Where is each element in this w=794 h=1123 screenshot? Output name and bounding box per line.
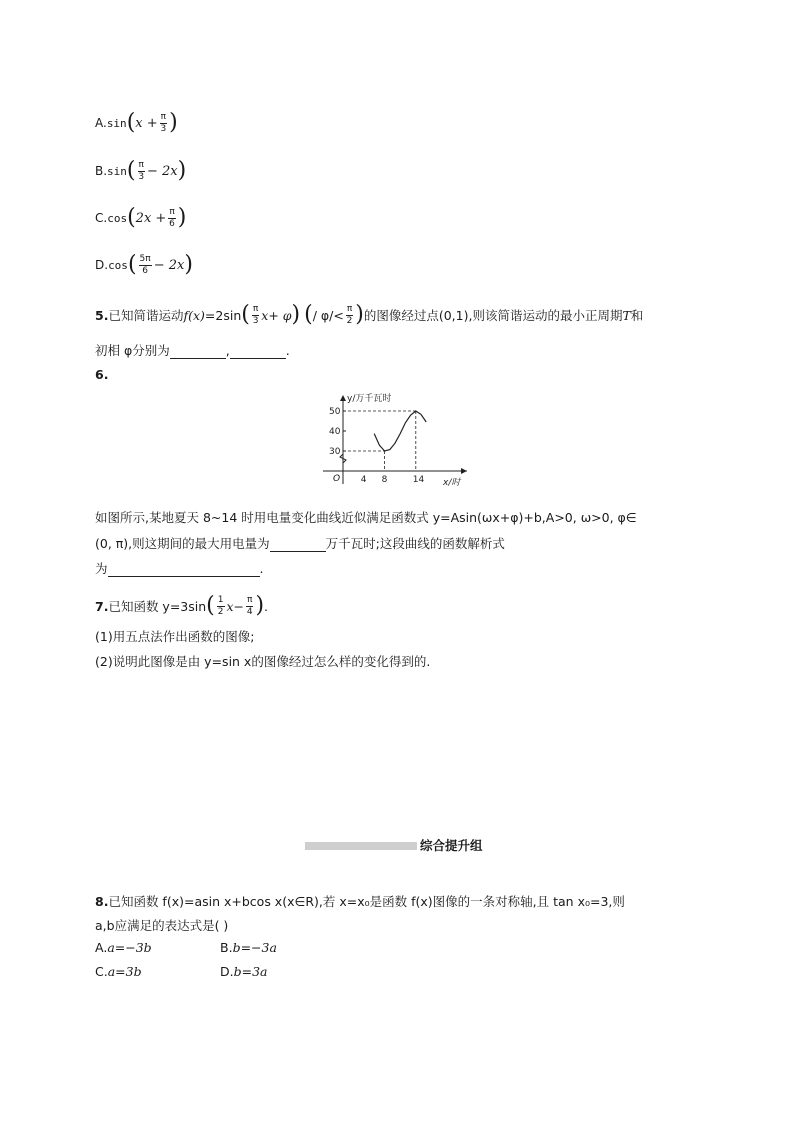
series-line <box>374 411 426 451</box>
option-d: D. cos ( $\frac{5\pi}{6}$ − 2x ) <box>95 252 193 277</box>
x-tick-label: 4 <box>360 475 367 485</box>
question-7-part2: (2)说明此图像是由 y=sin x的图像经过怎么样的变化得到的. <box>95 654 431 669</box>
question-6-line2: (0, π),则这期间的最大用电量为 万千瓦时;这段曲线的函数解析式 <box>95 536 505 551</box>
question-8-line1: 8.已知函数 f(x)=asin x+bcos x(x∈R),若 x=x₀是函数 f(x)图像的一条对称轴,且 tan x₀=3,则 <box>95 894 625 909</box>
question-8-option-a: A.a=−3b <box>95 940 152 955</box>
y-axis-arrow <box>340 395 346 401</box>
y-axis-label: y/万千瓦时 <box>347 394 392 404</box>
x-axis-arrow <box>461 468 467 474</box>
x-tick-label: 8 <box>381 475 388 485</box>
y-tick-label: 50 <box>329 407 341 417</box>
option-b: B. sin ( $\frac{\pi}{3}$ − 2x ) <box>95 158 187 183</box>
y-tick-label: 40 <box>329 427 341 437</box>
question-5-line2: 初相 φ分别为 , . <box>95 343 290 358</box>
option-c: C. cos ( 2x + $\frac{\pi}{6}$ ) <box>95 205 187 230</box>
origin-label: O <box>333 474 341 484</box>
question-8-option-d: D.b=3a <box>220 964 268 979</box>
x-axis-label: x/时 <box>443 478 461 488</box>
y-tick-label: 30 <box>329 447 341 457</box>
section-title: 综合提升组 <box>420 838 483 853</box>
question-8-option-b: B.b=−3a <box>220 940 277 955</box>
question-6-number: 6. <box>95 367 109 382</box>
question-7-part1: (1)用五点法作出函数的图像; <box>95 629 255 644</box>
section-bar <box>305 842 417 850</box>
question-6-line1: 如图所示,某地夏天 8~14 时用电量变化曲线近似满足函数式 y=Asin(ωx+φ)+b,A>0, ω>0, φ∈ <box>95 510 637 525</box>
question-7: 7. 已知函数 y=3sin ( $\frac{1}{2}$ x− $\frac{\pi}{4}$ ) . <box>95 593 269 618</box>
question-6-line3: 为 . <box>95 561 264 576</box>
question-8-option-c: C.a=3b <box>95 964 142 979</box>
option-a: A. sin ( x + $\frac{\pi}{3}$ ) <box>95 110 178 135</box>
question-5: 5. 已知简谐运动 f(x) =2sin ( $\frac{\pi}{3}$ x+ φ ) ( / φ/< $\frac{\pi}{2}$ ) 的图像经过点(0,1),则该简谐运动的最小正周期 T 和 <box>95 302 644 327</box>
electricity-chart <box>315 389 475 489</box>
x-tick-label: 14 <box>412 475 425 485</box>
question-8-line2: a,b应满足的表达式是( ) <box>95 918 229 933</box>
